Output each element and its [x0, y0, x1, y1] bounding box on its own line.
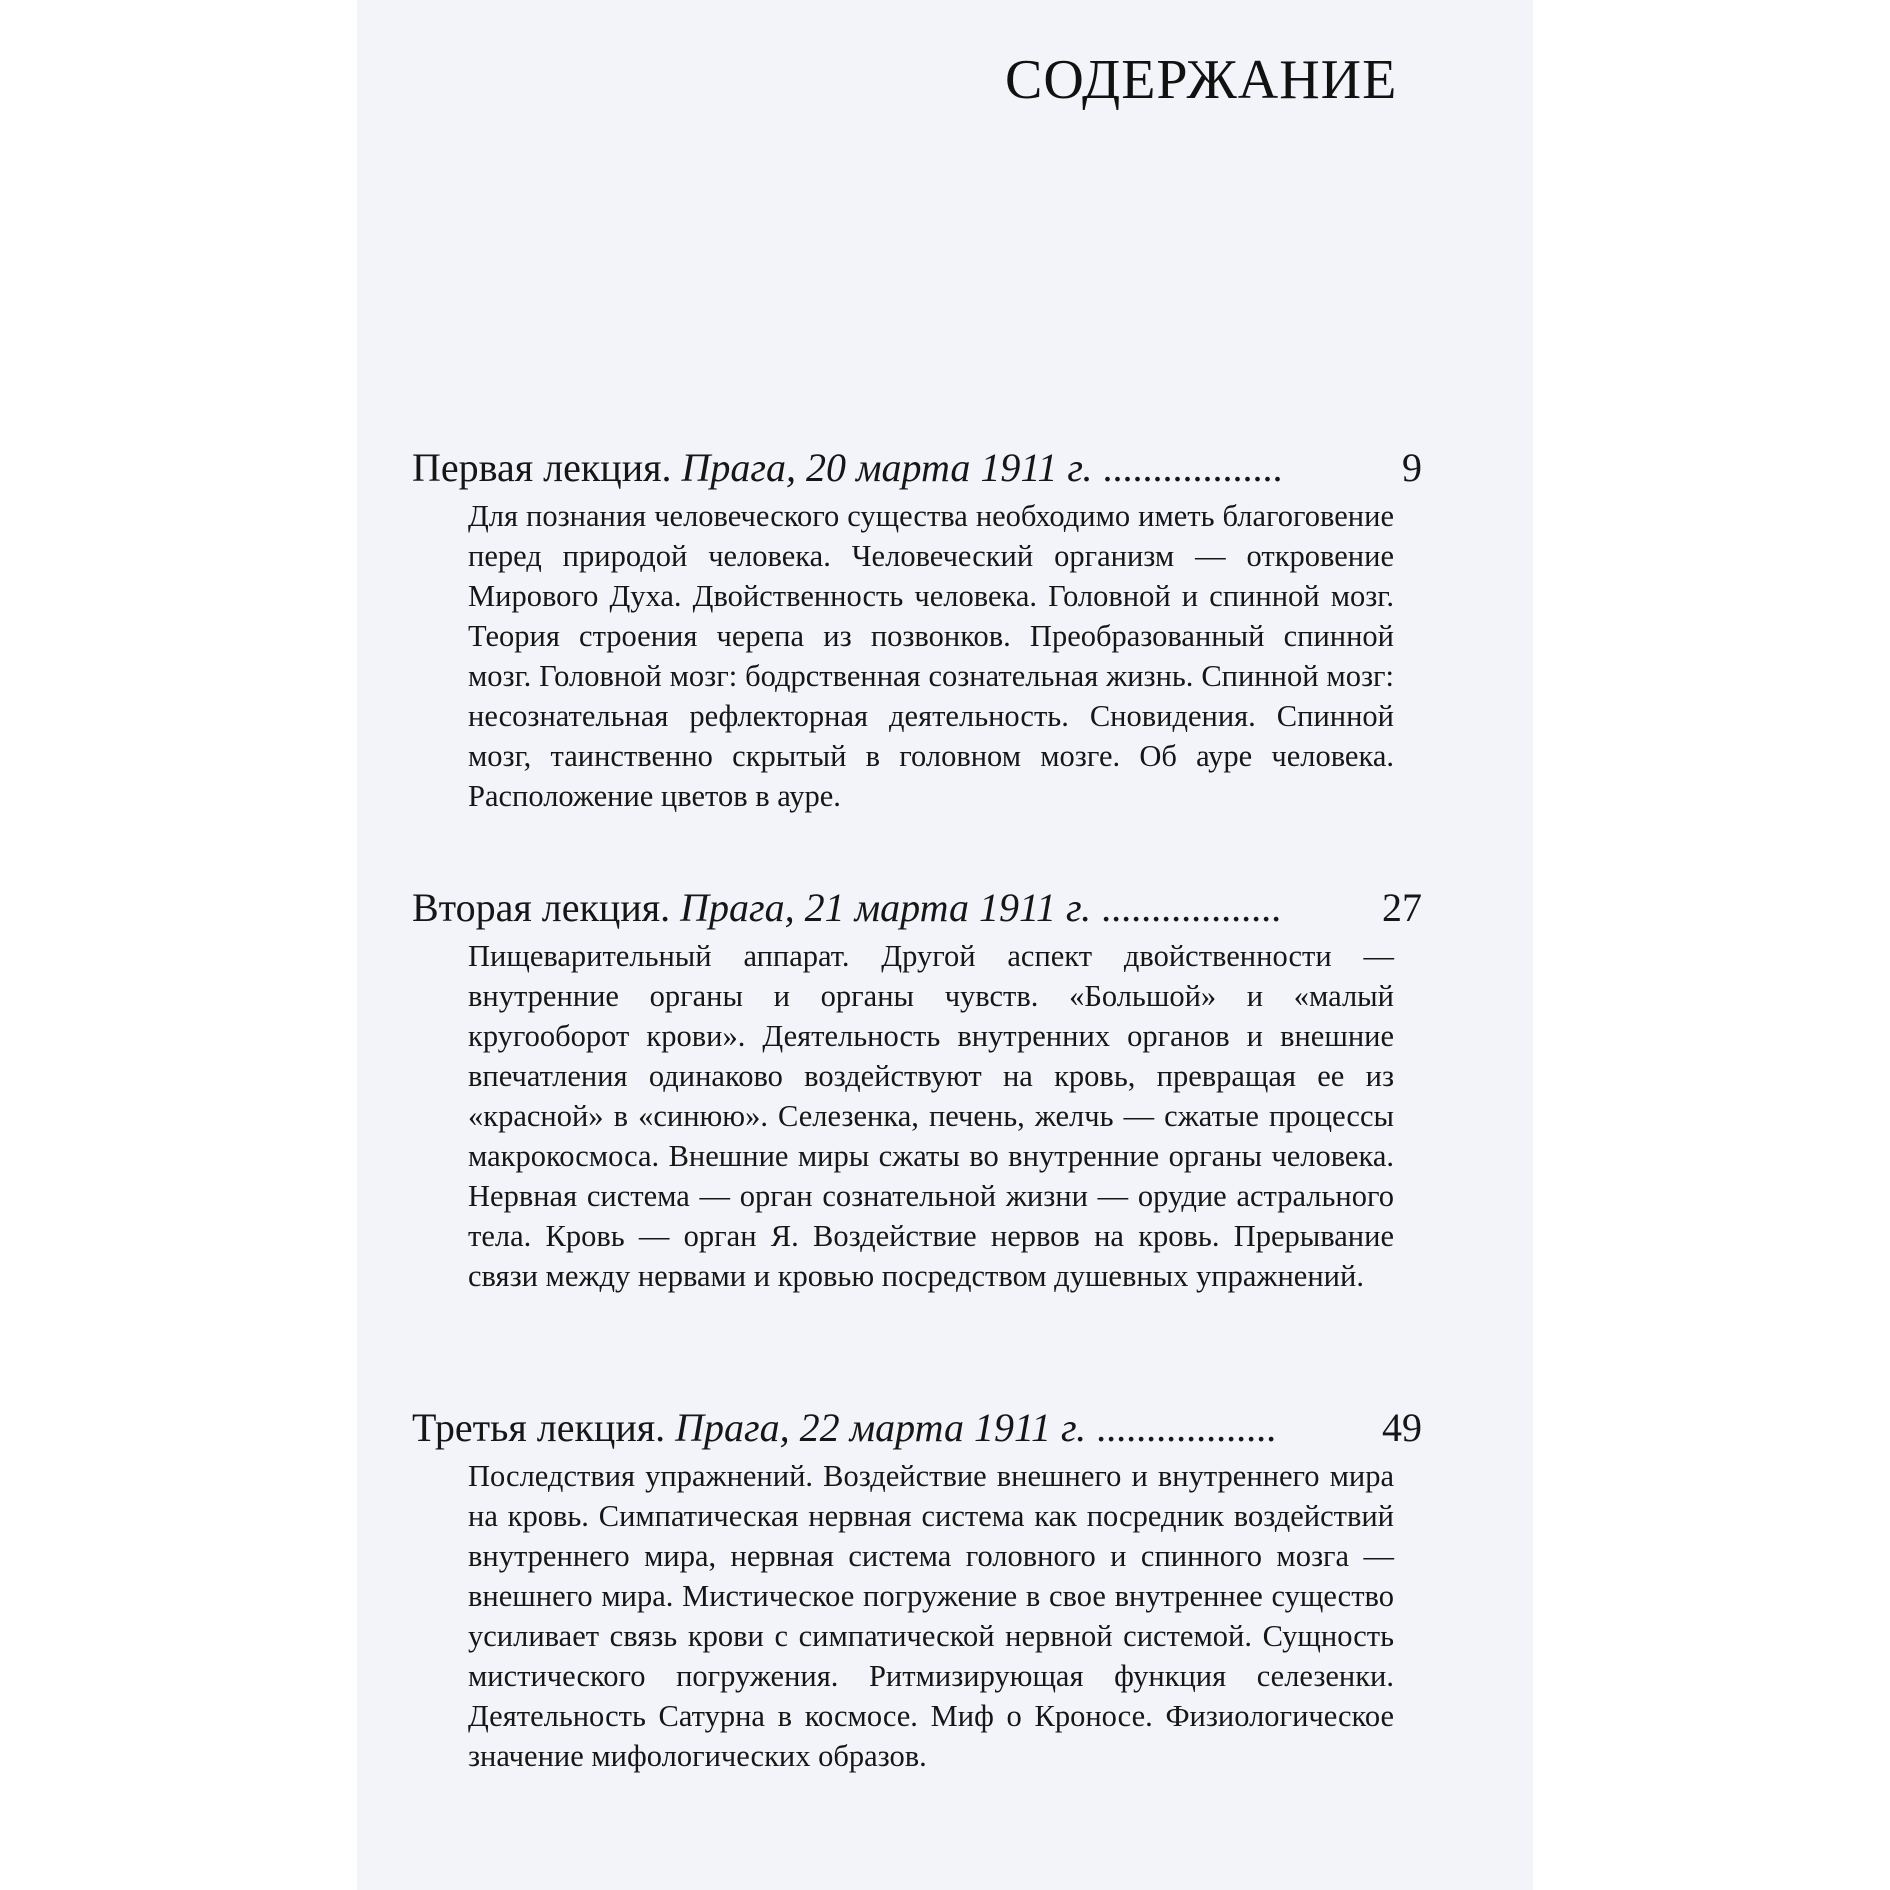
toc-entry-heading	[412, 440, 1422, 496]
leader-dots: ..................	[1092, 445, 1283, 490]
page-number: 49	[1382, 1405, 1422, 1450]
lecture-title: Вторая лекция.	[412, 885, 671, 930]
lecture-title: Третья лекция.	[412, 1405, 666, 1450]
lecture-place-date: Прага, 21 марта 1911 г.	[680, 885, 1092, 930]
toc-entry-heading	[412, 1400, 1422, 1456]
lecture-summary: Для познания человеческого существа необходимо иметь благоговение перед природой человека. Человеческий организм — откровение Мирового Духа. Двойственность человека. Головной и спинной мозг. Теория строения черепа из позвонков. Преобразованный спинной мозг. Головной мозг: бодрственная сознательная жизнь. Спинной мозг: несознательная рефлекторная деятельность. Сновидения. Спинной мозг, таинственно скрытый в головном мозге. Об ауре человека. Расположение цветов в ауре.	[468, 499, 1394, 813]
toc-entry-heading	[412, 880, 1422, 936]
leader-dots: ..................	[1091, 885, 1282, 930]
toc-entry-lecture-3	[412, 1400, 1422, 1776]
lecture-place-date: Прага, 22 марта 1911 г.	[675, 1405, 1087, 1450]
lecture-title: Первая лекция.	[412, 445, 672, 490]
toc-entry-lecture-1	[412, 440, 1422, 816]
lecture-summary: Последствия упражнений. Воздействие внешнего и внутреннего мира на кровь. Симпатическая нервная система как посредник воздействий внутреннего мира, нервная система головного и спинного мозга — внешнего мира. Мистическое погружение в свое внутреннее существо усиливает связь крови с симпатической нервной системой. Сущность мистического погружения. Ритмизирующая функция селезенки. Деятельность Сатурна в космосе. Миф о Кроносе. Физиологическое значение мифологических образов.	[468, 1459, 1394, 1773]
page-number: 9	[1402, 445, 1422, 490]
toc-entry-lecture-2	[412, 880, 1422, 1296]
leader-dots: ..................	[1086, 1405, 1277, 1450]
lecture-place-date: Прага, 20 марта 1911 г.	[681, 445, 1093, 490]
page-title: СОДЕРЖАНИЕ	[1005, 49, 1398, 111]
page-number: 27	[1382, 885, 1422, 930]
lecture-summary: Пищеварительный аппарат. Другой аспект двойственности — внутренние органы и органы чувств. «Большой» и «малый кругооборот крови». Деятельность внутренних органов и внешние впечатления одинаково воздействуют на кровь, превращая ее из «красной» в «синюю». Селезенка, печень, желчь — сжатые процессы макрокосмоса. Внешние миры сжаты во внутренние органы человека. Нервная система — орган сознательной жизни — орудие астрального тела. Кровь — орган Я. Воздействие нервов на кровь. Прерывание связи между нервами и кровью посредством душевных упражнений.	[468, 939, 1394, 1293]
